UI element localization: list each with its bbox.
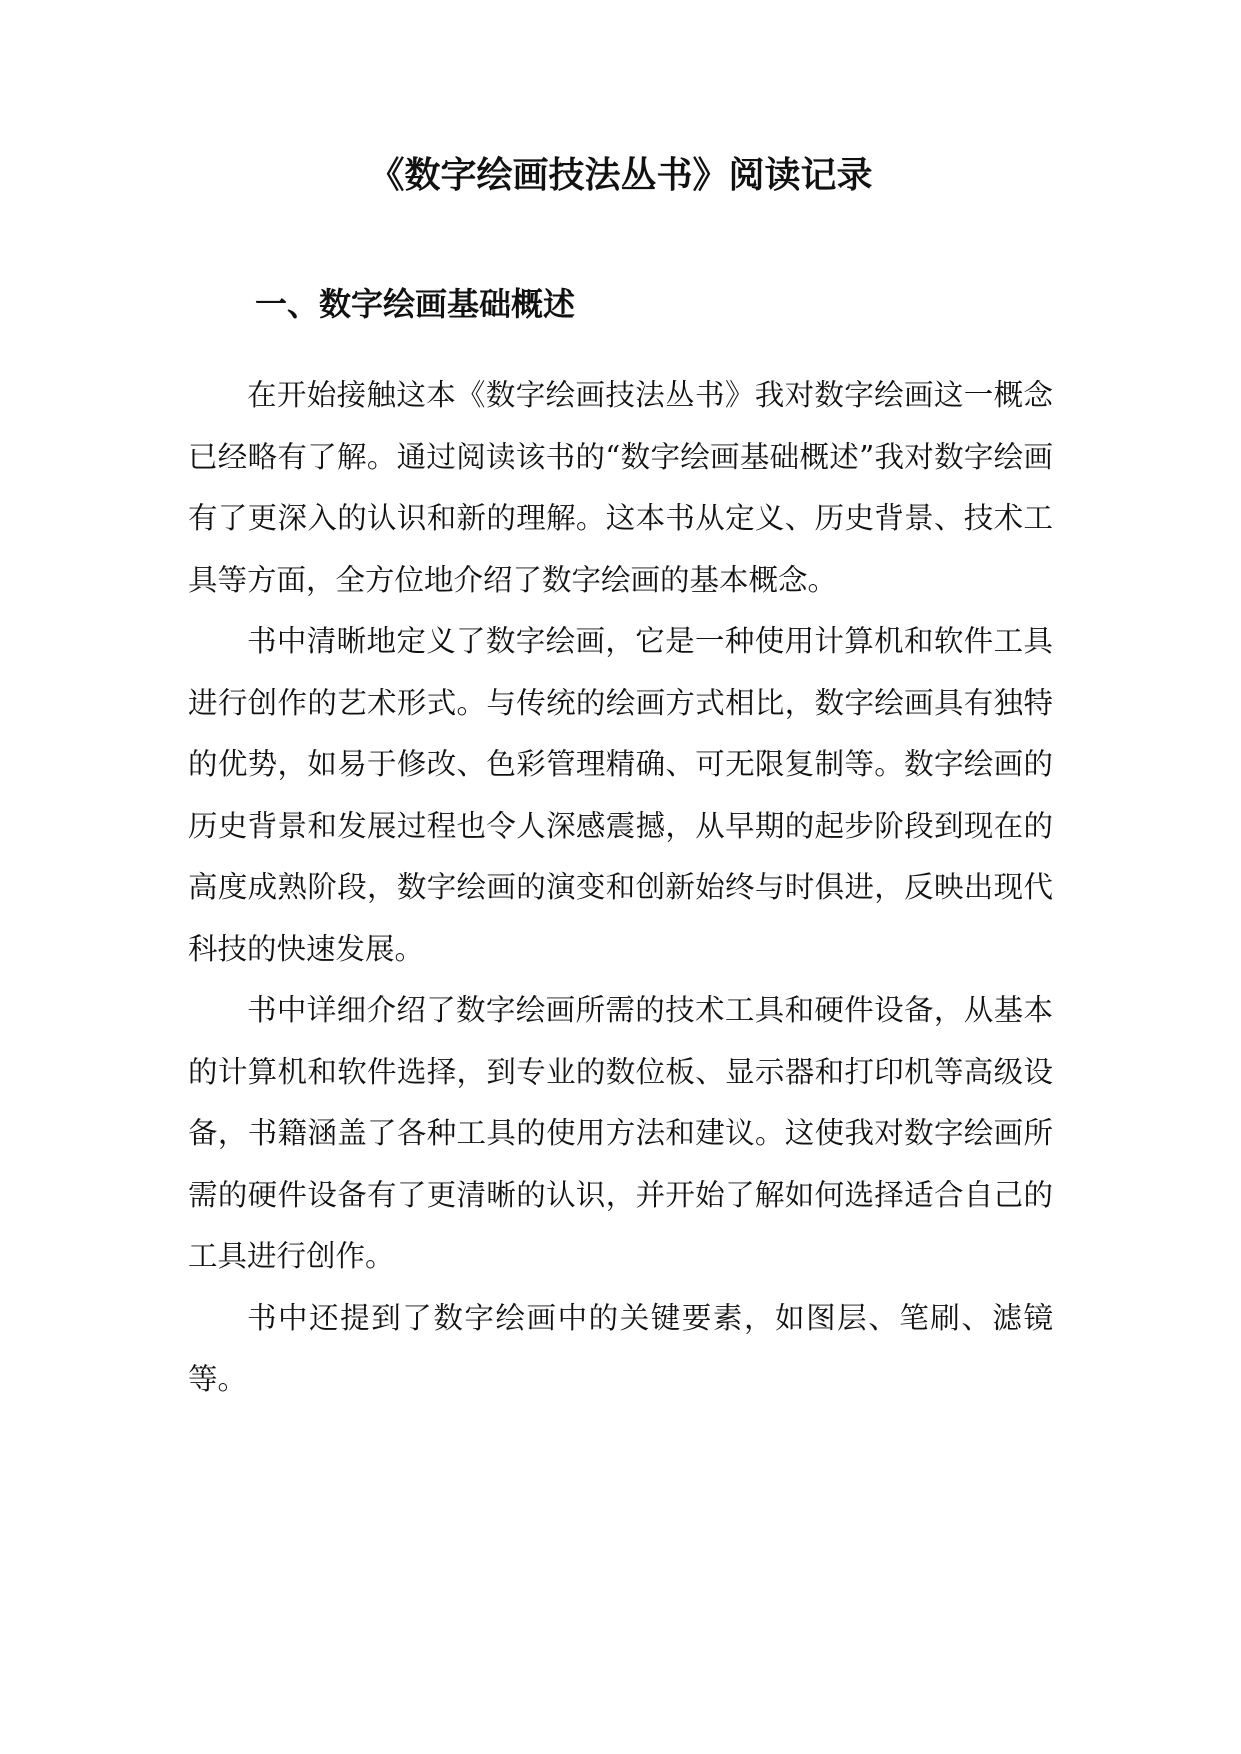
paragraph: 书中清晰地定义了数字绘画，它是一种使用计算机和软件工具进行创作的艺术形式。与传统的绘画方式相比，数字绘画具有独特的优势，如易于修改、色彩管理精确、可无限复制等。数字绘画的历史背景和发展过程也令人深感震撼，从早期的起步阶段到现在的高度成熟阶段，数字绘画的演变和创新始终与时俱进，反映出现代科技的快速发展。 bbox=[188, 624, 1053, 966]
section-heading: 一、数字绘画基础概述 bbox=[255, 285, 576, 323]
paragraph: 书中还提到了数字绘画中的关键要素，如图层、笔刷、滤镜等。 bbox=[188, 1300, 1053, 1396]
section-body bbox=[188, 365, 1053, 1411]
paragraph: 在开始接触这本《数字绘画技法丛书》我对数字绘画这一概念已经略有了解。通过阅读该书的“数字绘画基础概述”我对数字绘画有了更深入的认识和新的理解。这本书从定义、历史背景、技术工具等方面，全方位地介绍了数字绘画的基本概念。 bbox=[188, 378, 1053, 597]
document-title: 《数字绘画技法丛书》阅读记录 bbox=[368, 155, 873, 196]
paragraph: 书中详细介绍了数字绘画所需的技术工具和硬件设备，从基本的计算机和软件选择，到专业的数位板、显示器和打印机等高级设备，书籍涵盖了各种工具的使用方法和建议。这使我对数字绘画所需的硬件设备有了更清晰的认识，并开始了解如何选择适合自己的工具进行创作。 bbox=[188, 993, 1053, 1273]
